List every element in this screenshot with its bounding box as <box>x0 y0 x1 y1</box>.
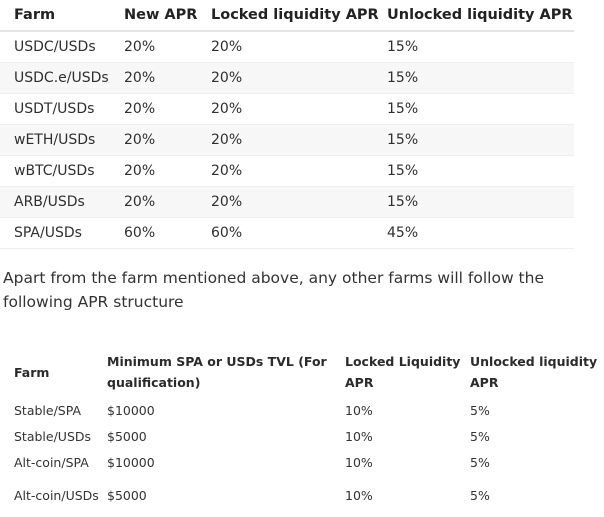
header-locked-liquidity-apr: Locked liquidity APR <box>211 0 387 31</box>
minimum-tvl-cell: $10000 <box>107 403 155 418</box>
unlocked-apr-cell: 5% <box>470 488 490 503</box>
locked-apr-cell: 20% <box>211 125 387 156</box>
minimum-tvl-cell: $5000 <box>107 429 147 444</box>
table-row <box>0 94 574 125</box>
unlocked-apr-cell: 15% <box>387 31 574 63</box>
locked-apr-cell: 60% <box>211 218 387 249</box>
farm-cell: wBTC/USDs <box>0 156 124 187</box>
header-locked-liquidity-apr: Locked Liquidity APR <box>345 354 461 390</box>
unlocked-apr-cell: 15% <box>387 187 574 218</box>
unlocked-apr-cell: 15% <box>387 156 574 187</box>
header-farm: Farm <box>0 0 124 31</box>
farm-cell: USDT/USDs <box>0 94 124 125</box>
table-row <box>0 218 574 249</box>
farm-cell: ARB/USDs <box>0 187 124 218</box>
table-row <box>0 187 574 218</box>
locked-apr-cell: 10% <box>345 488 373 503</box>
locked-apr-cell: 20% <box>211 156 387 187</box>
new-apr-cell: 20% <box>124 94 211 125</box>
unlocked-apr-cell: 5% <box>470 455 490 470</box>
locked-apr-cell: 20% <box>211 187 387 218</box>
table-row <box>0 31 574 63</box>
table-row <box>0 424 600 450</box>
unlocked-apr-cell: 5% <box>470 429 490 444</box>
farm-cell: SPA/USDs <box>0 218 124 249</box>
table-row <box>0 156 574 187</box>
new-apr-cell: 20% <box>124 125 211 156</box>
unlocked-apr-cell: 15% <box>387 94 574 125</box>
unlocked-apr-cell: 15% <box>387 63 574 94</box>
minimum-tvl-cell: $10000 <box>107 455 155 470</box>
minimum-tvl-cell: $5000 <box>107 488 147 503</box>
locked-apr-cell: 20% <box>211 63 387 94</box>
locked-apr-cell: 10% <box>345 455 373 470</box>
locked-apr-cell: 10% <box>345 403 373 418</box>
table-row <box>0 450 600 476</box>
farm-cell: wETH/USDs <box>0 125 124 156</box>
locked-apr-cell: 10% <box>345 429 373 444</box>
new-apr-cell: 60% <box>124 218 211 249</box>
farm-cell: USDC/USDs <box>0 31 124 63</box>
unlocked-apr-cell: 15% <box>387 125 574 156</box>
header-farm: Farm <box>14 364 50 380</box>
apr-structure-note: Apart from the farm mentioned above, any other farms will follow the following APR structure <box>3 269 544 311</box>
unlocked-apr-cell: 45% <box>387 218 574 249</box>
farm-cell: Alt-coin/USDs <box>14 488 99 503</box>
table-header-row <box>0 0 574 31</box>
table-row <box>0 125 574 156</box>
farm-cell: Stable/SPA <box>14 403 82 418</box>
new-apr-cell: 20% <box>124 156 211 187</box>
locked-apr-cell: 20% <box>211 94 387 125</box>
new-apr-cell: 20% <box>124 187 211 218</box>
header-minimum-tvl: Minimum SPA or USDs TVL (For qualification) <box>107 354 327 390</box>
unlocked-apr-cell: 5% <box>470 403 490 418</box>
table-row <box>0 63 574 94</box>
new-apr-cell: 20% <box>124 63 211 94</box>
default-apr-structure-table <box>0 346 600 516</box>
header-unlocked-liquidity-apr: Unlocked liquidity APR <box>387 0 574 31</box>
farm-apr-table <box>0 0 574 249</box>
table-row <box>0 476 600 516</box>
header-unlocked-liquidity-apr: Unlocked liquidity APR <box>470 354 598 390</box>
farm-cell: USDC.e/USDs <box>0 63 124 94</box>
table-row <box>0 398 600 424</box>
locked-apr-cell: 20% <box>211 31 387 63</box>
farm-cell: Stable/USDs <box>14 429 92 444</box>
table-header-row <box>0 346 600 398</box>
farm-cell: Alt-coin/SPA <box>14 455 89 470</box>
new-apr-cell: 20% <box>124 31 211 63</box>
header-new-apr: New APR <box>124 0 211 31</box>
